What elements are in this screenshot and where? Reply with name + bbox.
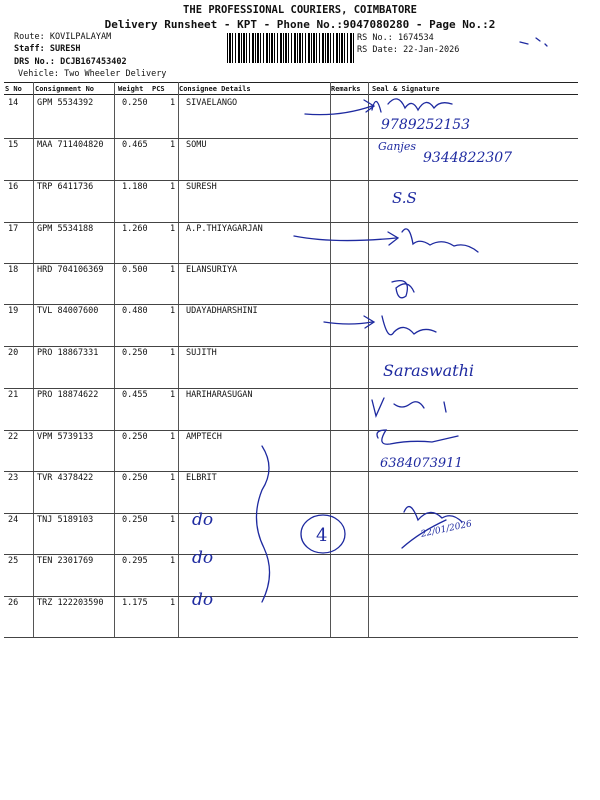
cell-consignee: SURESH [186, 182, 217, 192]
vehicle-label: Vehicle: [18, 69, 59, 79]
signature-row22 [377, 430, 458, 444]
cell-pcs: 1 [170, 98, 176, 108]
rs-date-label: RS Date: [357, 45, 398, 55]
cell-sno: 24 [8, 515, 19, 525]
drs-line [14, 57, 127, 67]
route-value: KOVILPALAYAM [49, 32, 112, 42]
cell-weight: 0.250 [122, 98, 148, 108]
row-divider [4, 596, 578, 597]
handwritten-date-row24: 22/01/2026 [420, 519, 473, 540]
cell-pcs: 1 [170, 390, 176, 400]
cell-pcs: 1 [170, 556, 176, 566]
handwritten-phone-row15: 9344822307 [423, 150, 513, 166]
col-header-signature: Seal & Signature [372, 85, 440, 93]
rs-date-value: 22-Jan-2026 [403, 45, 460, 55]
cell-consignee: SIVAELANGO [186, 98, 238, 108]
cell-consignee: SOMU [186, 140, 207, 150]
company-title: THE PROFESSIONAL COURIERS, COIMBATORE [183, 4, 417, 16]
cell-weight: 1.180 [122, 182, 148, 192]
cell-pcs: 1 [170, 306, 176, 316]
col-header-consignee: Consignee Details [179, 85, 251, 93]
mark-top-right [520, 38, 547, 46]
cell-weight: 0.465 [122, 140, 148, 150]
col-header-sno: S No [5, 85, 22, 93]
cell-sno: 25 [8, 556, 19, 566]
row-divider [4, 430, 578, 431]
barcode-image [227, 33, 354, 63]
cell-consignee: A.P.THIYAGARJAN [186, 224, 263, 234]
cell-pcs: 1 [170, 348, 176, 358]
cell-consignment-no: MAA 711404820 [37, 140, 104, 150]
staff-label: Staff: [14, 44, 45, 54]
cell-consignment-no: PRO 18874622 [37, 390, 99, 400]
arrow-row14 [305, 100, 374, 115]
signature-row14 [372, 99, 452, 112]
row-divider [4, 513, 578, 514]
cell-pcs: 1 [170, 265, 176, 275]
rs-no-value: 1674534 [397, 33, 434, 43]
rs-date-line [357, 45, 459, 55]
row-divider [4, 554, 578, 555]
cell-pcs: 1 [170, 598, 176, 608]
cell-sno: 14 [8, 98, 19, 108]
handwritten-note-row15: Ganjes [378, 140, 416, 153]
cell-sno: 17 [8, 224, 19, 234]
cell-pcs: 1 [170, 182, 176, 192]
cell-sno: 20 [8, 348, 19, 358]
table-top-rule [4, 82, 578, 83]
table-bottom-rule [4, 637, 578, 638]
cell-pcs: 1 [170, 140, 176, 150]
cell-pcs: 1 [170, 515, 176, 525]
handwritten-phone-row22: 6384073911 [380, 456, 463, 471]
cell-weight: 0.295 [122, 556, 148, 566]
cell-weight: 0.250 [122, 473, 148, 483]
brace-rows22-26 [256, 446, 269, 602]
cell-consignee: ELBRIT [186, 473, 217, 483]
cell-consignment-no: TRZ 122203590 [37, 598, 104, 608]
cell-pcs: 1 [170, 473, 176, 483]
cell-sno: 22 [8, 432, 19, 442]
staff-value: SURESH [49, 44, 81, 54]
handwritten-signature-row20: Saraswathi [383, 361, 474, 380]
cell-consignee: UDAYADHARSHINI [186, 306, 258, 316]
rs-no-label: RS No.: [357, 33, 393, 43]
cell-pcs: 1 [170, 224, 176, 234]
row-divider [4, 346, 578, 347]
col-header-weight: Weight [118, 85, 144, 93]
cell-consignment-no: TRP 6411736 [37, 182, 94, 192]
handwritten-signature-row16: S.S [392, 189, 417, 207]
ditto-mark-row26: do [192, 590, 214, 610]
col-header-remarks: Remarks [331, 85, 361, 93]
cell-weight: 0.500 [122, 265, 148, 275]
cell-consignment-no: GPM 5534392 [37, 98, 94, 108]
cell-consignee: AMPTECH [186, 432, 222, 442]
cell-sno: 16 [8, 182, 19, 192]
cell-weight: 0.250 [122, 348, 148, 358]
row-divider [4, 263, 578, 264]
handwritten-phone-row14: 9789252153 [381, 117, 471, 133]
row-divider [4, 471, 578, 472]
drs-value: DCJB167453402 [60, 57, 127, 67]
cell-weight: 1.175 [122, 598, 148, 608]
cell-consignment-no: PRO 18867331 [37, 348, 99, 358]
cell-sno: 15 [8, 140, 19, 150]
arrow-row17 [294, 232, 398, 245]
cell-sno: 23 [8, 473, 19, 483]
row-divider [4, 180, 578, 181]
signature-row21 [372, 398, 446, 416]
cell-sno: 26 [8, 598, 19, 608]
cell-sno: 19 [8, 306, 19, 316]
handwritten-count-circled: 4 [316, 525, 328, 546]
drs-label: DRS No.: [14, 57, 55, 67]
col-header-pcs: PCS [152, 85, 165, 93]
route-line [14, 32, 111, 42]
cell-weight: 0.480 [122, 306, 148, 316]
cell-sno: 18 [8, 265, 19, 275]
row-divider [4, 222, 578, 223]
row-divider [4, 138, 578, 139]
table-header-rule [4, 94, 578, 95]
cell-consignment-no: TNJ 5189103 [37, 515, 94, 525]
ditto-mark-row24: do [192, 510, 214, 530]
ditto-mark-row25: do [192, 548, 214, 568]
rs-no-line [357, 33, 434, 43]
row-divider [4, 304, 578, 305]
cell-consignment-no: HRD 704106369 [37, 265, 104, 275]
cell-consignment-no: GPM 5534188 [37, 224, 94, 234]
cell-consignment-no: TVR 4378422 [37, 473, 94, 483]
cell-weight: 1.260 [122, 224, 148, 234]
staff-line [14, 44, 81, 54]
cell-consignment-no: VPM 5739133 [37, 432, 94, 442]
arrow-row19 [324, 316, 374, 328]
signature-row17 [402, 229, 478, 252]
cell-weight: 0.250 [122, 515, 148, 525]
signature-row18 [392, 281, 414, 298]
cell-consignment-no: TEN 2301769 [37, 556, 94, 566]
cell-pcs: 1 [170, 432, 176, 442]
cell-consignment-no: TVL 84007600 [37, 306, 99, 316]
vehicle-value: Two Wheeler Delivery [64, 69, 167, 79]
route-label: Route: [14, 32, 45, 42]
cell-consignee: HARIHARASUGAN [186, 390, 253, 400]
cell-consignee: SUJITH [186, 348, 217, 358]
row-divider [4, 388, 578, 389]
cell-weight: 0.455 [122, 390, 148, 400]
cell-consignee: ELANSURIYA [186, 265, 238, 275]
col-header-consignment: Consignment No [35, 85, 95, 93]
vehicle-line [18, 69, 166, 79]
cell-sno: 21 [8, 390, 19, 400]
signature-row19 [382, 316, 436, 335]
cell-weight: 0.250 [122, 432, 148, 442]
runsheet-subtitle: Delivery Runsheet - KPT - Phone No.:9047080280 - Page No.:2 [104, 18, 496, 31]
